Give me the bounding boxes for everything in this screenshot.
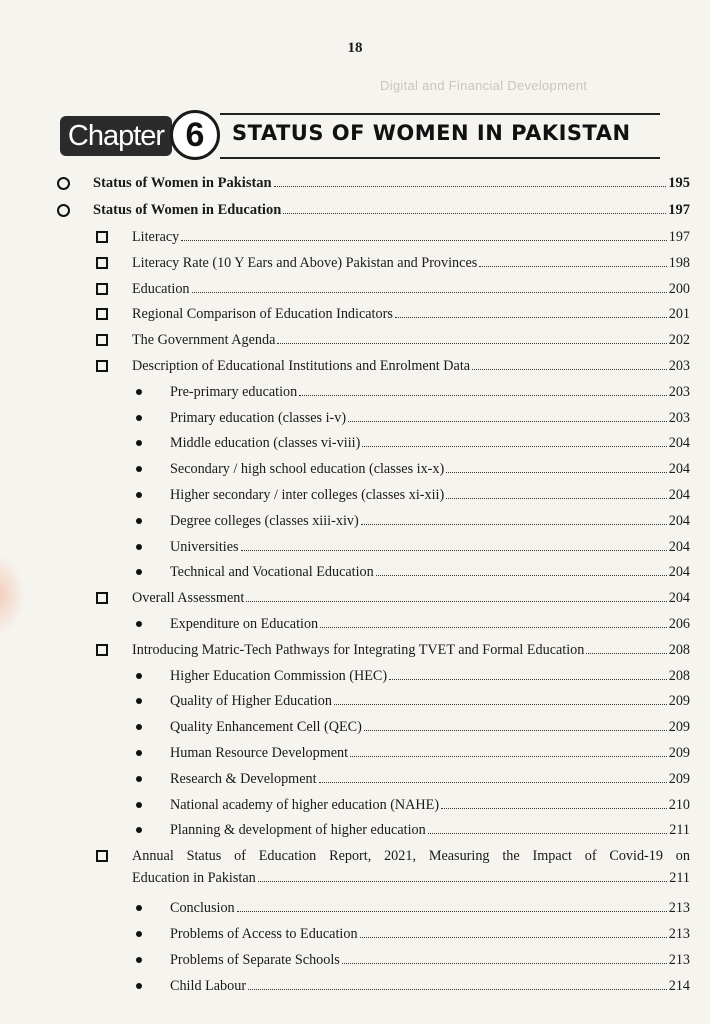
dot-leader	[334, 690, 667, 705]
toc-entry-title: Status of Women in Education	[93, 202, 282, 218]
dot-leader	[348, 407, 667, 422]
toc-entry-title: Education	[132, 280, 190, 297]
toc-entry-page: 213	[668, 951, 690, 968]
toc-entry	[0, 768, 710, 794]
dot-bullet-icon	[136, 698, 142, 704]
toc-entry-title: Degree colleges (classes xiii-xiv)	[170, 512, 359, 529]
toc-entry-page: 197	[668, 202, 690, 218]
toc-entry-page: 211	[669, 822, 690, 839]
dot-leader	[248, 975, 667, 990]
toc-entry	[0, 432, 710, 458]
toc-entry-title: Overall Assessment	[132, 590, 245, 607]
toc-entry-page: 210	[668, 796, 690, 813]
toc-entry-title: Status of Women in Pakistan	[93, 175, 272, 191]
toc-entry-title: The Government Agenda	[132, 332, 276, 349]
toc-entry	[0, 794, 710, 820]
square-bullet-icon	[96, 308, 108, 320]
toc-entry-page: 204	[668, 564, 690, 581]
toc-entry-page: 203	[668, 409, 690, 426]
toc-entry-title: Child Labour	[170, 977, 247, 994]
dot-leader	[237, 897, 667, 912]
square-bullet-icon	[96, 360, 108, 372]
bleed-through-text: Digital and Financial Development	[380, 78, 588, 93]
toc-entry-title: Pre-primary education	[170, 383, 298, 400]
dot-leader	[274, 172, 667, 187]
toc-entry-page: 195	[668, 175, 690, 191]
toc-entry-title: Conclusion	[170, 900, 235, 917]
toc-entry-title: Higher Education Commission (HEC)	[170, 667, 388, 684]
toc-entry	[0, 949, 710, 975]
toc-entry-page: 204	[668, 461, 690, 478]
toc-entry	[0, 329, 710, 355]
dot-bullet-icon	[136, 905, 142, 911]
dot-leader	[258, 867, 668, 882]
toc-entry-title: Research & Development	[170, 770, 317, 787]
toc-entry	[0, 199, 710, 225]
toc-entry-title: Higher secondary / inter colleges (classes xi-xii)	[170, 487, 445, 503]
dot-bullet-icon	[136, 544, 142, 550]
dot-leader	[319, 768, 667, 783]
toc-entry-title: Description of Educational Institutions and Enrolment Data	[132, 358, 471, 374]
dot-leader	[441, 794, 667, 809]
toc-entry	[0, 845, 710, 887]
toc-entry-page: 202	[668, 332, 690, 349]
toc-entry-page: 208	[668, 667, 690, 684]
dot-leader	[299, 381, 666, 396]
toc-entry-page: 209	[668, 745, 690, 761]
dot-leader	[472, 355, 667, 370]
dot-leader	[586, 639, 666, 654]
dot-bullet-icon	[136, 389, 142, 395]
toc-entry-page: 203	[668, 383, 690, 400]
circle-bullet-icon	[57, 177, 70, 190]
toc-entry-title: Expenditure on Education	[170, 616, 319, 632]
dot-bullet-icon	[136, 492, 142, 498]
toc-entry-title: Planning & development of higher education	[170, 822, 426, 839]
dot-bullet-icon	[136, 518, 142, 524]
dot-leader	[246, 587, 666, 602]
dot-bullet-icon	[136, 415, 142, 421]
dot-bullet-icon	[136, 673, 142, 679]
dot-bullet-icon	[136, 569, 142, 575]
toc-entry-title: Problems of Access to Education	[170, 926, 358, 942]
dot-bullet-icon	[136, 466, 142, 472]
toc-entry	[0, 716, 710, 742]
toc-entry-title: Primary education (classes i-v)	[170, 409, 347, 426]
chapter-header	[60, 110, 660, 162]
toc-entry	[0, 975, 710, 1001]
toc-entry-page: 209	[668, 770, 690, 787]
toc-entry-title: Problems of Separate Schools	[170, 951, 340, 968]
page-number: 18	[347, 40, 363, 56]
toc-entry-page: 204	[668, 512, 690, 529]
toc-entry-page: 198	[668, 254, 690, 271]
toc-entry-page: 209	[668, 719, 690, 736]
square-bullet-icon	[96, 257, 108, 269]
dot-leader	[350, 742, 667, 757]
toc-entry	[0, 923, 710, 949]
chapter-top-rule	[220, 113, 660, 115]
chapter-title: STATUS OF WOMEN IN PAKISTAN	[232, 121, 631, 145]
toc-entry	[0, 172, 710, 198]
toc-entry-page: 209	[668, 693, 690, 710]
toc-entry-page: 200	[668, 280, 690, 297]
toc-entry-title: Literacy	[132, 229, 180, 245]
toc-entry-page: 213	[668, 926, 690, 942]
toc-entry-page: 204	[668, 538, 690, 555]
dot-leader	[320, 613, 667, 628]
toc-entry-title: Introducing Matric-Tech Pathways for Integrating TVET and Formal Education	[132, 641, 585, 658]
dot-leader	[192, 278, 667, 293]
dot-leader	[241, 536, 667, 551]
toc-entry-page: 204	[668, 590, 690, 607]
toc-entry-page: 201	[668, 306, 690, 323]
toc-entry-title-line2: Education in Pakistan	[132, 870, 256, 887]
toc-entry-title: Regional Comparison of Education Indicators	[132, 306, 393, 323]
toc-entry-page: 206	[668, 616, 690, 632]
toc-entry-page: 213	[668, 900, 690, 917]
toc-entry-title: Technical and Vocational Education	[170, 564, 374, 581]
dot-leader	[362, 432, 666, 447]
dot-leader	[181, 226, 666, 241]
dot-leader	[360, 923, 667, 938]
dot-bullet-icon	[136, 957, 142, 963]
chapter-label: Chapter	[60, 116, 172, 156]
square-bullet-icon	[96, 334, 108, 346]
toc-entry	[0, 484, 710, 510]
toc-entry-page: 197	[668, 229, 690, 245]
toc-entry	[0, 613, 710, 639]
toc-entry	[0, 561, 710, 587]
toc-entry	[0, 819, 710, 845]
dot-leader	[364, 716, 667, 731]
dot-bullet-icon	[136, 931, 142, 937]
circle-bullet-icon	[57, 204, 70, 217]
dot-leader	[376, 561, 667, 576]
toc-entry-title: Universities	[170, 538, 239, 555]
dot-leader	[283, 199, 666, 214]
toc-entry	[0, 303, 710, 329]
toc-entry	[0, 355, 710, 381]
toc-entry	[0, 742, 710, 768]
square-bullet-icon	[96, 283, 108, 295]
toc-entry-title: Secondary / high school education (classes ix-x)	[170, 461, 445, 478]
square-bullet-icon	[96, 850, 108, 862]
toc-entry-page: 208	[668, 641, 690, 658]
dot-bullet-icon	[136, 440, 142, 446]
toc-entry-title: National academy of higher education (NAHE)	[170, 796, 440, 813]
dot-bullet-icon	[136, 621, 142, 627]
toc-entry-title: Literacy Rate (10 Y Ears and Above) Pakistan and Provinces	[132, 254, 478, 271]
toc-entry	[0, 587, 710, 613]
dot-bullet-icon	[136, 724, 142, 730]
dot-leader	[479, 252, 666, 267]
dot-leader	[361, 510, 667, 525]
dot-bullet-icon	[136, 776, 142, 782]
toc-entry-page: 204	[668, 487, 690, 503]
toc-entry	[0, 252, 710, 278]
dot-bullet-icon	[136, 983, 142, 989]
toc-entry	[0, 536, 710, 562]
toc-entry	[0, 665, 710, 691]
chapter-number: 6	[170, 110, 220, 160]
toc-entry-page: 204	[668, 435, 690, 452]
toc-entry-title-line1: Annual Status of Education Report, 2021, Measuring the Impact of Covid-19 on	[132, 848, 690, 865]
toc-entry	[0, 407, 710, 433]
toc-entry	[0, 226, 710, 252]
toc-entry-page: 203	[668, 358, 690, 374]
toc-entry	[0, 381, 710, 407]
toc-entry	[0, 278, 710, 304]
dot-leader	[389, 665, 667, 680]
toc-entry	[0, 458, 710, 484]
dot-leader	[446, 458, 667, 473]
dot-bullet-icon	[136, 827, 142, 833]
square-bullet-icon	[96, 592, 108, 604]
toc-entry	[0, 897, 710, 923]
toc-entry-page: 211	[669, 870, 690, 887]
dot-leader	[428, 819, 668, 834]
toc-entry	[0, 690, 710, 716]
toc-entry	[0, 510, 710, 536]
toc-entry-title: Human Resource Development	[170, 745, 349, 761]
dot-leader	[342, 949, 667, 964]
dot-leader	[446, 484, 667, 499]
toc-entry	[0, 639, 710, 665]
dot-bullet-icon	[136, 750, 142, 756]
chapter-bottom-rule	[220, 157, 660, 159]
square-bullet-icon	[96, 644, 108, 656]
toc-entry-title: Middle education (classes vi-viii)	[170, 435, 361, 452]
toc-entry-page: 214	[668, 977, 690, 994]
square-bullet-icon	[96, 231, 108, 243]
dot-leader	[277, 329, 666, 344]
toc-entry-title: Quality Enhancement Cell (QEC)	[170, 719, 362, 736]
dot-leader	[395, 303, 667, 318]
toc-entry-title: Quality of Higher Education	[170, 693, 332, 710]
dot-bullet-icon	[136, 802, 142, 808]
